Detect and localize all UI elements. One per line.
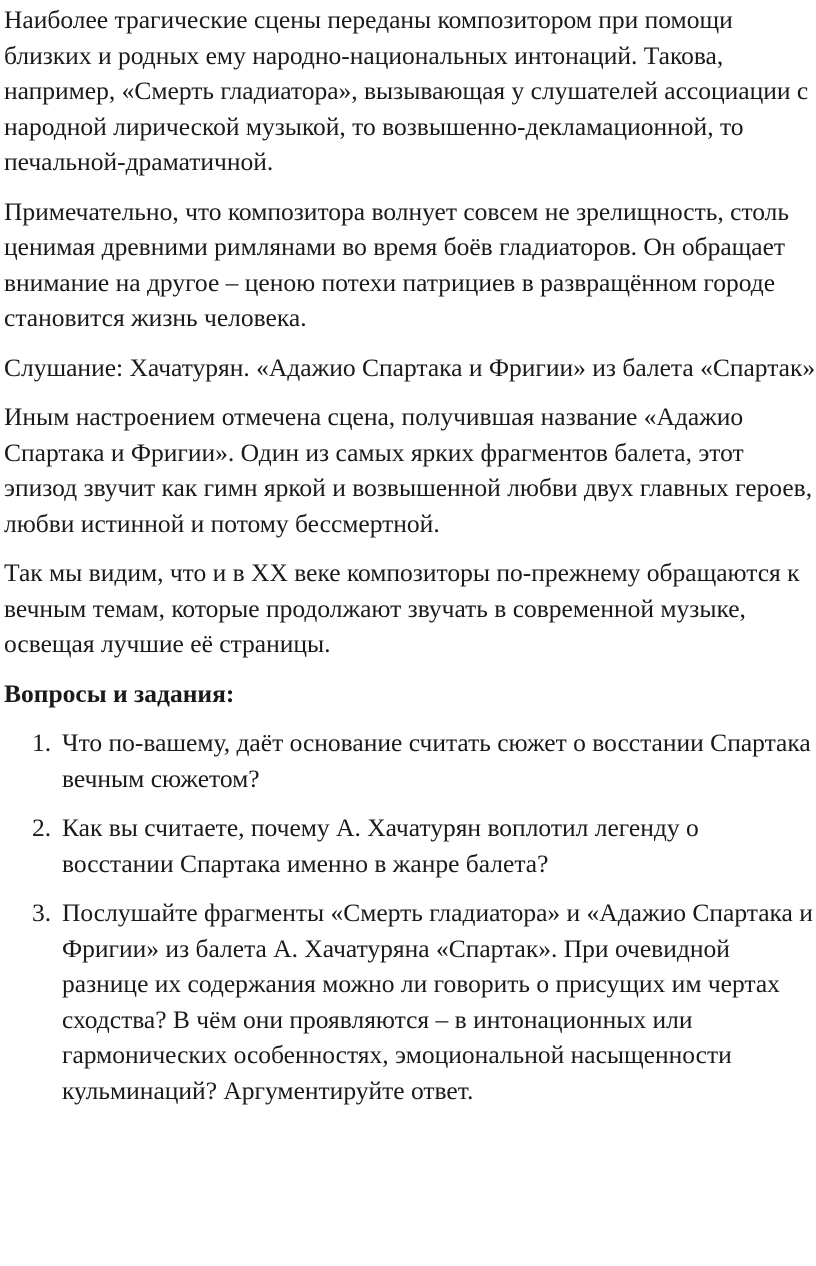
question-text: Послушайте фрагменты «Смерть гладиатора» и «Адажио Спартака и Фригии» из балета А. Хачатуряна «Спартак». При очевидной разнице их содержания можно ли говорить о присущих им чертах сходства? В чём они проявляются – в интонационных или гармонических особенностях, эмоциональной насыщенности кульминаций? Аргументируйте ответ. <box>62 898 813 1105</box>
question-item <box>4 725 816 796</box>
questions-heading: Вопросы и задания: <box>4 678 235 708</box>
question-number: 2. <box>32 813 52 842</box>
question-item <box>4 810 816 881</box>
paragraph-gladiator-death: Наиболее трагические сцены переданы композитором при помощи близких и родных ему народно-национальных интонаций. Такова, например, «Смерть гладиатора», вызывающая у слушателей ассоциации с народной лирической музыкой, то возвышенно-декламационной, то печальной-драматичной. <box>4 5 809 176</box>
paragraph-listening: Слушание: Хачатурян. «Адажио Спартака и Фригии» из балета «Спартак» <box>4 352 816 382</box>
paragraph-conclusion: Так мы видим, что и в XX веке композиторы по-прежнему обращаются к вечным темам, которые продолжают звучать в современной музыке, освещая лучшие её страницы. <box>4 558 800 658</box>
question-number: 1. <box>32 728 52 757</box>
question-item <box>4 895 816 1108</box>
question-text: Что по-вашему, даёт основание считать сюжет о восстании Спартака вечным сюжетом? <box>62 728 811 793</box>
question-number: 3. <box>32 898 52 927</box>
paragraph-spectacle: Примечательно, что композитора волнует совсем не зрелищность, столь ценимая древними римлянами во время боёв гладиаторов. Он обращает внимание на другое – ценою потехи патрициев в развращённом городе становится жизнь человека. <box>4 196 790 332</box>
paragraph-adagio: Иным настроением отмечена сцена, получившая название «Адажио Спартака и Фригии». Один из самых ярких фрагментов балета, этот эпизод звучит как гимн яркой и возвышенной любви двух главных героев, любви истинной и потому бессмертной. <box>4 402 813 538</box>
questions-list <box>4 725 816 1108</box>
question-text: Как вы считаете, почему А. Хачатурян воплотил легенду о восстании Спартака именно в жанре балета? <box>62 813 699 878</box>
